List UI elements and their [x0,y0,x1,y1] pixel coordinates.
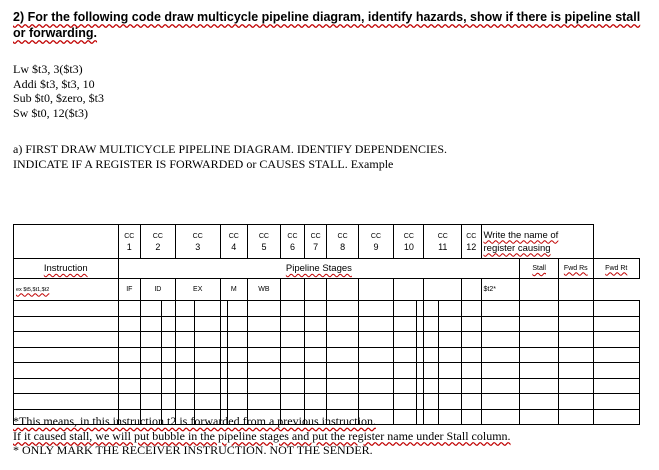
answer-cell [593,409,639,425]
answer-cell [481,378,520,394]
answer-cell [304,363,327,379]
answer-cell [304,394,327,410]
answer-cell [424,316,439,332]
cycle-header: CC 8 [327,225,358,259]
answer-instruction-cell [14,378,119,394]
answer-instruction-cell [14,332,119,348]
answer-cell [281,347,305,363]
answer-cell [220,347,228,363]
answer-cell [141,378,161,394]
spellcheck-mark [59,368,73,372]
instructions-block [13,142,447,172]
cycle-header: CC 3 [175,225,220,259]
example-instruction: ex $t5,$t1,$t2 [14,279,119,301]
answer-cell [462,347,481,363]
answer-cell [161,332,175,348]
question-heading [13,9,643,41]
answer-cell [118,394,141,410]
answer-cell [304,301,327,317]
answer-cell [424,332,439,348]
answer-cell [281,316,305,332]
answer-cell [394,363,417,379]
example-row [14,279,640,301]
answer-cell [194,363,220,379]
fwd-rs-header: Fwd Rs [559,259,593,279]
fwd-rs-cell [520,279,559,301]
answer-cell [141,363,161,379]
answer-cell [439,363,462,379]
answer-cell [481,332,520,348]
answer-cell [394,347,417,363]
answer-cell [520,347,559,363]
answer-cell [194,378,220,394]
answer-row [14,394,640,410]
code-line-text: Sub $t0, $zero, $t3 [13,91,104,105]
answer-cell [175,363,194,379]
answer-cell [304,332,327,348]
answer-cell [304,347,327,363]
answer-cell [141,316,161,332]
answer-cell [559,301,593,317]
answer-cell [559,316,593,332]
stage-cell: M [220,279,247,301]
instruction-header: Instruction [14,259,119,279]
answer-cell [462,316,481,332]
answer-cell [327,378,358,394]
notes-block [13,414,511,458]
answer-cell [141,301,161,317]
answer-cell [228,301,247,317]
answer-cell [424,347,439,363]
answer-cell [247,332,280,348]
answer-cell [161,378,175,394]
answer-cell [247,363,280,379]
answer-cell [327,316,358,332]
cycle-header-row [14,225,640,259]
stage-cell [462,279,481,301]
answer-cell [327,301,358,317]
answer-cell [220,363,228,379]
answer-cell [161,394,175,410]
code-line-text: Addi $t3, $t3, 10 [13,76,95,91]
answer-cell [327,363,358,379]
answer-cell [481,363,520,379]
answer-cell [281,394,305,410]
answer-cell [194,316,220,332]
answer-cell [175,347,194,363]
answer-cell [416,394,424,410]
answer-cell [593,301,639,317]
answer-cell [439,347,462,363]
stall-header: Stall [520,259,559,279]
answer-cell [520,378,559,394]
answer-cell [118,347,141,363]
answer-cell [559,332,593,348]
answer-cell [520,332,559,348]
cycle-header: CC 7 [304,225,327,259]
answer-cell [228,347,247,363]
answer-cell [520,316,559,332]
answer-cell [161,316,175,332]
answer-row [14,378,640,394]
answer-row [14,347,640,363]
answer-cell [358,378,394,394]
answer-cell [520,363,559,379]
answer-cell [228,394,247,410]
header-blank [14,225,119,259]
answer-cell [424,394,439,410]
cycle-header: CC 11 [424,225,462,259]
answer-cell [424,301,439,317]
cycle-header: CC 2 [141,225,175,259]
cycle-header: CC 1 [118,225,141,259]
answer-cell [520,409,559,425]
stage-cell: EX [175,279,220,301]
stall-cell: $t2* [481,279,520,301]
answer-cell [394,316,417,332]
answer-cell [593,332,639,348]
register-header: Write the name of register causing [481,225,593,259]
answer-cell [416,347,424,363]
cycle-header: CC 4 [220,225,247,259]
stage-cell [281,279,305,301]
answer-cell [247,378,280,394]
answer-cell [439,394,462,410]
stage-cell: WB [247,279,280,301]
spellcheck-mark [59,321,73,325]
code-line [13,106,104,121]
answer-cell [281,378,305,394]
answer-cell [247,347,280,363]
answer-cell [593,378,639,394]
answer-cell [220,316,228,332]
answer-cell [327,347,358,363]
answer-cell [220,394,228,410]
answer-cell [220,301,228,317]
spellcheck-mark [59,399,73,403]
answer-cell [416,301,424,317]
instruction-line: INDICATE IF A REGISTER IS FORWARDED or CAUSES STALL. Example [13,157,394,171]
cycle-header: CC 9 [358,225,394,259]
answer-cell [327,394,358,410]
answer-cell [481,316,520,332]
answer-cell [462,332,481,348]
answer-cell [220,332,228,348]
question-heading-text: 2) For the following code draw multicycle pipeline diagram, identify hazards, show if there is pipeline stall or forwarding. [13,10,641,40]
answer-cell [281,301,305,317]
stage-cell [394,279,424,301]
answer-row [14,301,640,317]
answer-cell [520,301,559,317]
answer-cell [462,363,481,379]
answer-cell [520,394,559,410]
answer-cell [194,347,220,363]
code-block [13,62,104,120]
answer-cell [439,301,462,317]
answer-cell [304,378,327,394]
stage-cell [327,279,358,301]
answer-cell [416,332,424,348]
code-line [13,77,104,92]
stage-cell: IF [118,279,141,301]
answer-cell [327,332,358,348]
answer-cell [175,394,194,410]
answer-cell [593,347,639,363]
fwd-rt-cell [559,279,593,301]
answer-cell [175,332,194,348]
answer-cell [439,332,462,348]
answer-cell [424,378,439,394]
cycle-header: CC 10 [394,225,424,259]
answer-cell [481,347,520,363]
answer-cell [228,332,247,348]
answer-cell [220,378,228,394]
answer-cell [141,347,161,363]
answer-cell [228,316,247,332]
answer-cell [462,394,481,410]
answer-cell [247,394,280,410]
answer-cell [118,316,141,332]
answer-cell [439,316,462,332]
answer-cell [281,363,305,379]
answer-cell [394,378,417,394]
answer-cell [194,394,220,410]
answer-cell [593,394,639,410]
answer-cell [593,363,639,379]
answer-cell [118,332,141,348]
answer-cell [559,409,593,425]
column-header-row [14,259,640,279]
answer-cell [141,394,161,410]
note-line: * ONLY MARK THE RECEIVER INSTRUCTION. NOT THE SENDER. [13,443,373,457]
answer-cell [194,301,220,317]
answer-instruction-cell [14,301,119,317]
answer-cell [358,347,394,363]
answer-cell [118,301,141,317]
answer-cell [559,378,593,394]
answer-cell [481,301,520,317]
answer-cell [161,363,175,379]
note-line: *This means, in this instruction t2 is forwarded from a previous instruction. [13,414,376,428]
pipeline-table [13,224,640,425]
answer-cell [416,363,424,379]
cycle-header: CC 6 [281,225,305,259]
answer-cell [358,316,394,332]
answer-cell [462,378,481,394]
answer-cell [358,363,394,379]
answer-cell [175,301,194,317]
answer-row [14,332,640,348]
code-line [13,62,104,77]
answer-cell [462,301,481,317]
cycle-header: CC 12 [462,225,481,259]
answer-cell [247,301,280,317]
answer-cell [559,394,593,410]
instruction-line: a) FIRST DRAW MULTICYCLE PIPELINE DIAGRAM. IDENTIFY DEPENDENCIES. [13,142,448,156]
answer-cell [304,316,327,332]
answer-instruction-cell [14,394,119,410]
answer-cell [228,363,247,379]
answer-cell [228,378,247,394]
answer-cell [424,363,439,379]
pipeline-stages-header: Pipeline Stages [118,259,520,279]
answer-instruction-cell [14,316,119,332]
answer-cell [161,347,175,363]
fwd-rt-header: Fwd Rt [593,259,639,279]
answer-instruction-cell [14,347,119,363]
stage-cell [358,279,394,301]
answer-instruction-cell [14,363,119,379]
answer-cell [481,394,520,410]
answer-cell [559,347,593,363]
answer-cell [358,332,394,348]
answer-cell [118,378,141,394]
answer-cell [175,316,194,332]
stage-cell [424,279,462,301]
answer-cell [175,378,194,394]
answer-cell [593,316,639,332]
answer-cell [559,363,593,379]
answer-cell [194,332,220,348]
answer-cell [358,394,394,410]
answer-row [14,363,640,379]
code-line [13,91,104,106]
answer-cell [161,301,175,317]
answer-cell [394,332,417,348]
code-line-text: Sw $t0, 12($t3) [13,105,88,120]
note-line: If it caused stall, we will put bubble in the pipeline stages and put the register name under Stall column. [13,428,511,443]
answer-cell [247,316,280,332]
answer-cell [394,301,417,317]
stage-cell: ID [141,279,175,301]
answer-cell [416,316,424,332]
answer-cell [439,378,462,394]
answer-cell [394,394,417,410]
answer-cell [118,363,141,379]
answer-cell [358,301,394,317]
answer-cell [141,332,161,348]
answer-row [14,316,640,332]
code-line-text: Lw $t3, 3($t3) [13,62,83,76]
stage-cell [304,279,327,301]
answer-cell [281,332,305,348]
answer-cell [416,378,424,394]
cycle-header: CC 5 [247,225,280,259]
